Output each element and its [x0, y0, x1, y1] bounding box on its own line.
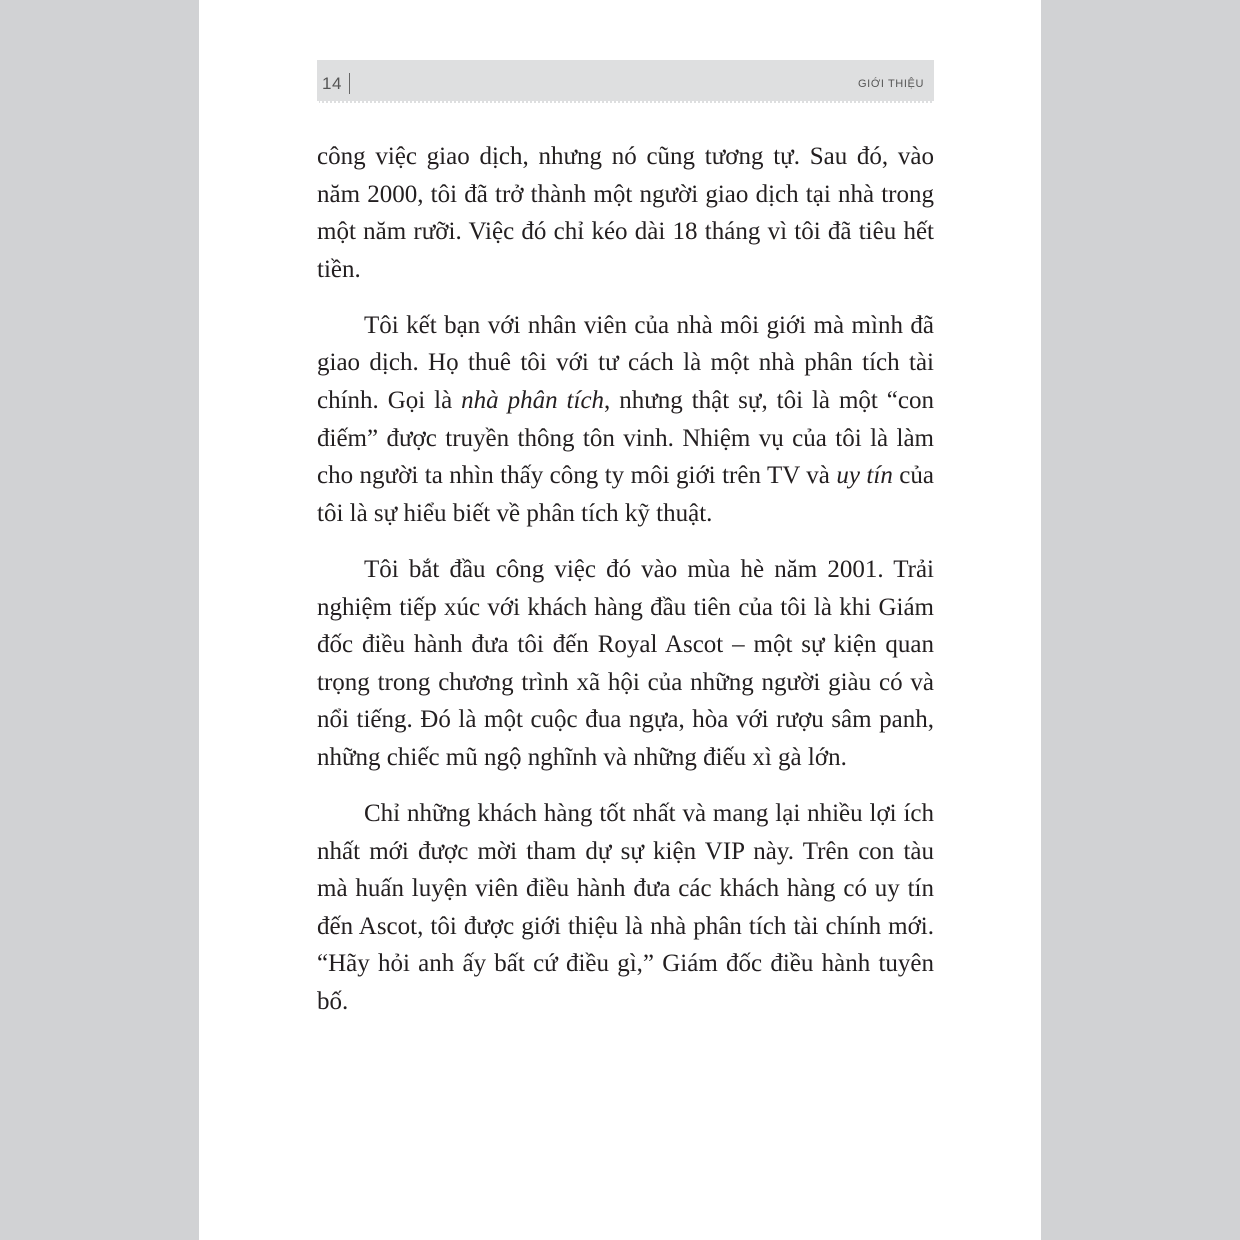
section-title: GIỚI THIỆU: [858, 78, 924, 90]
paragraph-1: [317, 138, 934, 288]
paragraph-2-text-end: của tôi là sự hiểu biết về phân tích kỹ thuật.: [317, 462, 934, 527]
paragraph-3-text: Tôi bắt đầu công việc đó vào mùa hè năm 2001. Trải nghiệm tiếp xúc với khách hàng đầu tiên của tôi là khi Giám đốc điều hành đưa tôi đến Royal Ascot – một sự kiện quan trọng trong chương trình xã hội của những người giàu có và nổi tiếng. Đó là một cuộc đua ngựa, hòa với rượu sâm panh, những chiếc mũ ngộ nghĩnh và những điếu xì gà lớn.: [317, 555, 934, 771]
paragraph-3: [317, 551, 934, 777]
book-page: [199, 0, 1041, 1240]
header-divider: [349, 73, 350, 94]
paragraph-2-text-start: Tôi kết bạn với nhân viên của nhà môi giới mà mình đã giao dịch. Họ thuê tôi với tư cách là một nhà phân tích tài chính. Gọi là: [317, 311, 934, 415]
paragraph-4-text: Chỉ những khách hàng tốt nhất và mang lại nhiều lợi ích nhất mới được mời tham dự sự kiện VIP này. Trên con tàu mà huấn luyện viên điều hành đưa các khách hàng có uy tín đến Ascot, tôi được giới thiệu là nhà phân tích tài chính mới. “Hãy hỏi anh ấy bất cứ điều gì,” Giám đốc điều hành tuyên bố.: [317, 800, 934, 1015]
page-number: 14: [322, 74, 342, 93]
paragraph-4: [317, 795, 934, 1021]
paragraph-2: [317, 307, 934, 533]
paragraph-2-text-middle: , nhưng thật sự, tôi là một “con điếm” được truyền thông tôn vinh. Nhiệm vụ của tôi là làm cho người ta nhìn thấy công ty môi giới trên TV và: [317, 387, 934, 490]
running-header: [317, 60, 934, 103]
italic-term-analyst: nhà phân tích: [461, 387, 605, 415]
paragraph-1-text: công việc giao dịch, nhưng nó cũng tương tự. Sau đó, vào năm 2000, tôi đã trở thành một người giao dịch tại nhà trong một năm rưỡi. Việc đó chỉ kéo dài 18 tháng vì tôi đã tiêu hết tiền.: [317, 143, 934, 283]
body-text: [317, 138, 934, 1039]
italic-term-prestige: uy tín: [836, 462, 893, 490]
